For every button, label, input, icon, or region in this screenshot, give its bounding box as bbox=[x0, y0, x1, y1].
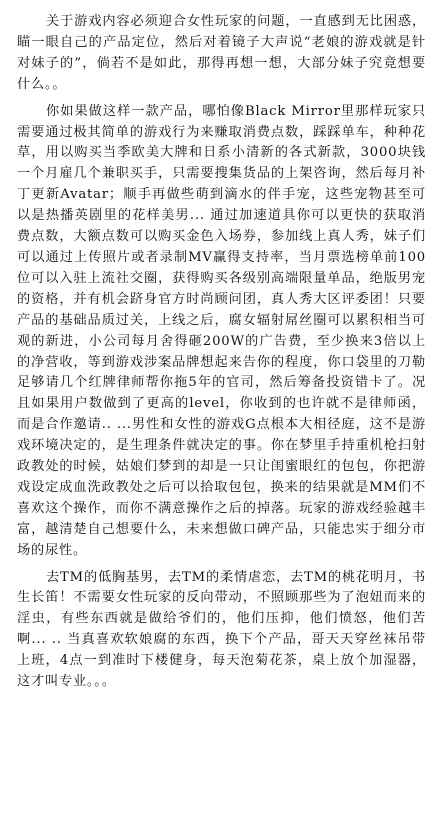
article-paragraph-3: 去TM的低胸基男，去TM的柔情虐恋，去TM的桃花明月，书生长笛！不需要女性玩家的反向带动，不照顾那些为了泡妞而来的淫虫，有些东西就是做给爷们的，他们压抑，他们愤怒，他们苦啊... .. 当真喜欢软娘腐的东西，换下个产品，哥天天穿丝袜吊带上班，4点一到准时下楼健身，每天泡菊花茶，桌上放个加湿器，这才叫专业。。。 bbox=[17, 569, 426, 690]
article-paragraph-2: 你如果做这样一款产品，哪怕像Black Mirror里那样玩家只需要通过极其简单的游戏行为来赚取消费点数，踩踩单车，种种花草，用以购买当季欧美大牌和日系小清新的各式新款，3000块钱一个月雇几个兼职买手，只需要搜集货品的上架咨询，然后每月补丁更新Avatar；顺手再做些萌到滴水的伴手宠，这些宠物甚至可以是热播英剧里的花样美男... 通过加速道具你可以更快的获取消费点数，大额点数可以购买金色入场券，参加线上真人秀，妹子们可以通过上传照片或者录制MV赢得支持率，当月票选榜单前100位可以入驻上流社交圈，获得购买各级别高端限量单品，绝版男宠的资格，并有机会跻身官方时尚顾问团，真人秀大区评委团！只要产品的基础品质过关，上线之后，腐女辐射屌丝圈可以累积相当可观的新进，小公司每月舍得砸200W的广告费，至少换来3倍以上的净营收，等到游戏涉案品牌想起来告你的程度，你口袋里的刀勒足够请几个红牌律师帮你拖5年的官司，然后筹备投资错卡了。况且如果用户数做到了更高的level，你收到的也许就不是律师函，而是合作邀请.. ...男性和女性的游戏G点根本大相径庭，这不是游戏环境决定的，是生理条件就决定的事。你在梦里手持重机枪扫射政教处的时候，姑娘们梦到的却是一只让闺蜜眼红的包包，你把游戏设定成血洗政教处之后可以拾取包包，换来的结果就是MM们不喜欢这个操作，而你不满意操作之后的掉落。玩家的游戏经验越丰富，越清楚自己想要什么，未来想做口碑产品，只能忠实于细分市场的尿性。 bbox=[17, 103, 426, 558]
article-paragraph-1: 关于游戏内容必须迎合女性玩家的问题，一直感到无比困惑，瞄一眼自己的产品定位，然后对着镜子大声说“老娘的游戏就是针对妹子的”，倘若不是如此，那得再想一想，大部分妹子究竟想要什么。。 bbox=[17, 14, 426, 92]
